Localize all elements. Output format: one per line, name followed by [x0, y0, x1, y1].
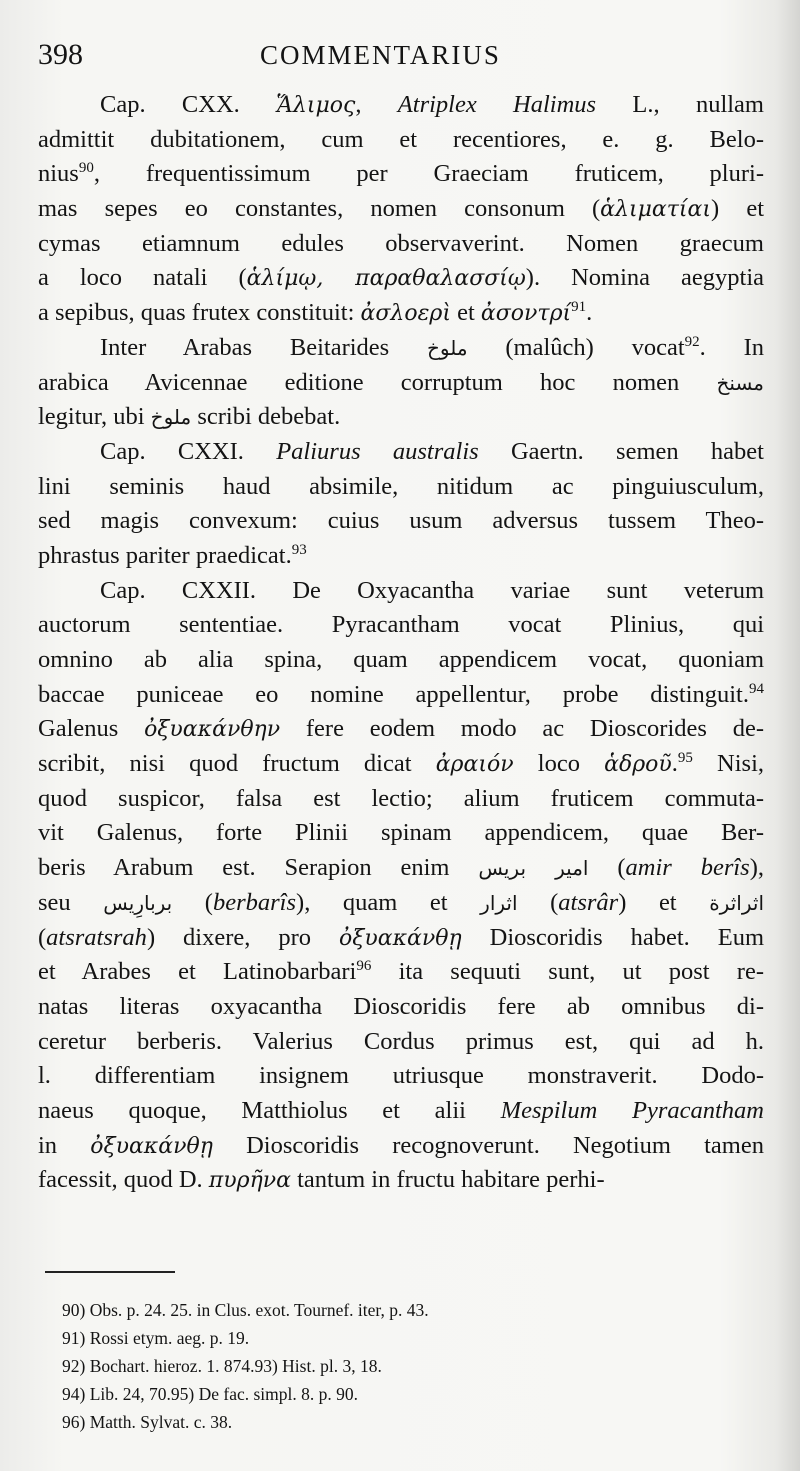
arabic-term: ملوخ — [427, 335, 468, 360]
text-run: scribit, nisi quod fructum dicat — [38, 750, 436, 778]
main-text — [38, 88, 764, 1198]
arabic-term: امير بريس — [478, 856, 589, 881]
text-run: et Arabes et Latinobarbari — [38, 958, 357, 986]
text-run: (malûch) vocat — [467, 333, 685, 361]
text-line — [38, 157, 764, 192]
footnotes — [62, 1296, 702, 1436]
text-line — [38, 331, 764, 366]
text-run: omnino ab alia spina, quam appendicem vocat, quoniam — [38, 646, 764, 673]
footnote — [62, 1324, 702, 1352]
text-run: nius — [38, 160, 79, 188]
text-run: , — [355, 91, 398, 118]
text-line — [38, 574, 764, 609]
text-line — [38, 816, 764, 851]
text-line — [38, 192, 764, 227]
text-run: ), quam et — [296, 888, 481, 916]
text-line — [38, 851, 764, 886]
text-run: a loco natali ( — [38, 264, 247, 292]
italic-term: amir berîs — [625, 854, 750, 882]
text-line — [38, 261, 764, 296]
text-line — [38, 504, 764, 539]
italic-term: berbarîs — [212, 888, 297, 916]
text-line — [38, 1059, 764, 1094]
footnote-text: 96) Matth. Sylvat. c. 38. — [62, 1412, 233, 1432]
footnote-ref: 93 — [291, 541, 307, 558]
text-run: Dioscoridis habet. Eum — [461, 923, 764, 951]
footnote-text: 90) Obs. p. 24. 25. in Clus. exot. Tournef. iter, p. 43. — [62, 1300, 429, 1320]
greek-term: πυρῆνα — [208, 1168, 291, 1194]
footnote-text: 91) Rossi etym. aeg. p. 19. — [62, 1328, 250, 1348]
footnote-text: 94) Lib. 24, 70. — [62, 1384, 171, 1404]
text-run: fere eodem modo ac Dioscorides de- — [280, 715, 764, 743]
text-run: lini seminis haud absimile, nitidum ac pinguiusculum, — [38, 472, 764, 500]
text-line — [38, 366, 764, 401]
greek-term: ἁδροῦ — [604, 752, 672, 778]
text-line — [38, 921, 764, 956]
text-line — [38, 435, 764, 470]
text-run: ( — [172, 888, 213, 916]
text-line — [38, 643, 764, 678]
text-run: Galenus — [38, 715, 145, 743]
greek-term: ὀξυακάνθῃ — [339, 925, 462, 951]
text-run: ceretur berberis. Valerius Cordus primus est, qui ad h. — [38, 1027, 764, 1055]
text-run: quod suspicor, falsa est lectio; alium fruticem commuta- — [38, 784, 764, 812]
text-line — [38, 470, 764, 505]
text-run: Cap. CXXI. — [100, 437, 277, 465]
text-run: cymas etiamnum edules observaverint. Nomen graecum — [38, 229, 764, 257]
text-run: a sepibus, quas frutex constituit: — [38, 299, 361, 327]
text-run: Inter Arabas Beitarides — [100, 333, 427, 361]
greek-term: ὀξυακάνθῃ — [90, 1133, 213, 1159]
text-run: ), — [749, 854, 764, 882]
text-line — [38, 678, 764, 713]
text-line — [38, 1094, 764, 1129]
text-line — [38, 886, 764, 921]
footnote-text: 95) De fac. simpl. 8. p. 90. — [170, 1384, 359, 1404]
footnote — [62, 1296, 702, 1324]
text-run: beris Arabum est. Serapion enim — [38, 854, 479, 882]
text-line — [38, 608, 764, 643]
text-run: auctorum sententiae. Pyracantham vocat Plinius, qui — [38, 611, 764, 639]
arabic-term: ملوخ — [150, 405, 192, 430]
text-run: ). Nomina aegyptia — [525, 264, 765, 292]
text-run: , frequentissimum per Graeciam fruticem, pluri- — [93, 160, 764, 188]
text-line — [38, 1025, 764, 1060]
text-run: scribi debebat. — [191, 403, 341, 431]
greek-term: ἀραιόν — [435, 752, 514, 778]
text-run: sed magis convexum: cuius usum adversus tussem Theo- — [38, 507, 764, 535]
text-run: l. differentiam insignem utriusque monstraverit. Dodo- — [38, 1062, 764, 1090]
italic-term: atsrâr — [558, 888, 619, 916]
text-line — [38, 296, 764, 331]
text-run: ) et — [618, 888, 710, 916]
text-run: in — [38, 1131, 91, 1159]
text-run: . — [671, 750, 678, 778]
text-line — [38, 712, 764, 747]
text-line — [38, 747, 764, 782]
text-run: Cap. CXX. — [100, 91, 277, 118]
text-run: ) et — [711, 195, 764, 223]
text-run: ( — [517, 888, 559, 916]
text-run: . — [586, 299, 593, 327]
footnote — [62, 1380, 702, 1408]
text-run: ) dixere, pro — [146, 923, 339, 951]
text-run: Cap. CXXII. De Oxyacantha variae sunt veterum — [100, 576, 764, 604]
text-run: ( — [588, 854, 626, 882]
page-number: 398 — [38, 38, 83, 71]
text-run: legitur, ubi — [38, 403, 151, 431]
footnote-ref: 90 — [78, 160, 94, 177]
text-run: ita sequuti sunt, ut post re- — [371, 958, 764, 986]
text-line — [38, 990, 764, 1025]
text-run: Dioscoridis recognoverunt. Negotium tamen — [212, 1131, 764, 1159]
text-run: baccae puniceae eo nomine appellentur, probe distinguit. — [38, 680, 749, 708]
page-header — [38, 38, 760, 78]
text-line — [38, 227, 764, 262]
text-run: . In — [699, 333, 764, 361]
greek-term: ἁλιματίαι — [600, 197, 712, 223]
italic-term: atsratsrah — [46, 923, 147, 951]
footnote-ref: 91 — [571, 299, 587, 316]
italic-term: Mespilum Pyracantham — [500, 1096, 764, 1124]
italic-term: Paliurus australis — [276, 437, 479, 465]
text-line — [38, 1129, 764, 1164]
text-line — [38, 1163, 764, 1198]
text-run: L., nullam — [596, 91, 764, 118]
footnote-ref: 92 — [684, 333, 700, 350]
text-line — [38, 955, 764, 990]
footnote-rule — [45, 1271, 175, 1273]
greek-term: ἀσλοερὶ — [360, 301, 451, 327]
text-run: vit Galenus, forte Plinii spinam appendicem, quae Ber- — [38, 819, 764, 847]
text-run: Gaertn. semen habet — [478, 437, 764, 465]
running-title: COMMENTARIUS — [260, 40, 501, 70]
arabic-term: بربارِيس — [103, 890, 173, 915]
text-line — [38, 782, 764, 817]
footnote — [62, 1408, 702, 1436]
text-line — [38, 539, 764, 574]
greek-term: Ἅλιμος — [276, 93, 356, 118]
text-run: tantum in fructu habitare perhi- — [290, 1166, 605, 1194]
text-run: facessit, quod D. — [38, 1166, 209, 1194]
text-line — [38, 88, 764, 123]
text-run: naeus quoque, Matthiolus et alii — [38, 1096, 501, 1124]
text-run: phrastus pariter praedicat. — [38, 541, 292, 569]
text-run: mas sepes eo constantes, nomen consonum ( — [38, 195, 601, 223]
arabic-term: اثراثرة — [709, 890, 764, 915]
footnote-text: 92) Bochart. hieroz. 1. 874. — [62, 1356, 255, 1376]
text-run: ( — [38, 923, 47, 951]
greek-term: ἀσοντρί — [480, 301, 572, 327]
footnote-ref: 95 — [677, 750, 693, 767]
arabic-term: مسنخ — [716, 370, 764, 395]
text-line — [38, 123, 764, 158]
text-run: Nisi, — [692, 750, 765, 778]
footnote — [62, 1352, 702, 1380]
text-run: et — [450, 299, 481, 327]
greek-term: ἁλίμῳ, παραθαλασσίῳ — [246, 266, 526, 292]
footnote-ref: 96 — [356, 958, 372, 975]
text-run: admittit dubitationem, cum et recentiores, e. g. Belo- — [38, 125, 764, 153]
text-run: natas literas oxyacantha Dioscoridis fere ab omnibus di- — [38, 992, 764, 1020]
arabic-term: اثرار — [480, 890, 518, 915]
footnote-text: 93) Hist. pl. 3, 18. — [254, 1356, 382, 1376]
italic-term: Atriplex Halimus — [397, 91, 597, 118]
greek-term: ὀξυακάνθην — [144, 717, 281, 743]
text-run: seu — [38, 888, 104, 916]
text-run: arabica Avicennae editione corruptum hoc nomen — [38, 368, 717, 396]
text-line — [38, 400, 764, 435]
footnote-ref: 94 — [749, 680, 764, 697]
text-run: loco — [513, 750, 605, 778]
